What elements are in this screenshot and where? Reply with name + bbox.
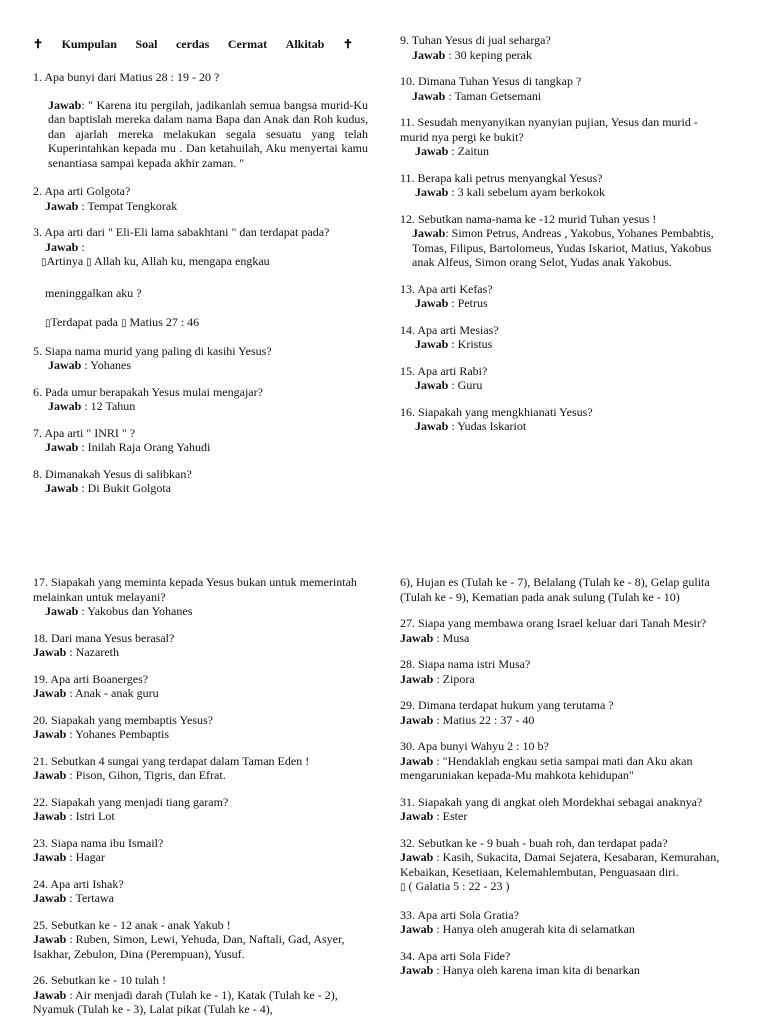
- question-26-continued: [400, 575, 725, 604]
- answer-label: Jawab: [45, 198, 79, 213]
- question-text: 18. Dari mana Yesus berasal?: [33, 630, 175, 645]
- question-text: 6. Pada umur berapakah Yesus mulai mengajar?: [33, 384, 263, 399]
- answer-line: [400, 879, 725, 896]
- question-text: 8. Dimanakah Yesus di salibkan?: [33, 466, 192, 481]
- answer-value: : Di Bukit Golgota: [81, 481, 172, 495]
- question-text: 26. Sebutkan ke - 10 tulah !: [33, 973, 166, 987]
- answer-label: Jawab: [33, 891, 67, 905]
- answer-value: : Hanya oleh karena iman kita di benarkan: [436, 963, 640, 977]
- question-24: [33, 877, 368, 906]
- cross-icon: ✝: [342, 37, 353, 51]
- answer-value: : Kasih, Sukacita, Damai Sejatera, Kesabaran, Kemurahan,: [436, 850, 720, 864]
- answer-value: : Petrus: [451, 296, 488, 310]
- answer-value: : Air menjadi darah (Tulah ke - 1), Katak (Tulah ke - 2), Nyamuk (Tulah ke - 3), Lalat pikat (Tulah ke - 4),: [33, 987, 338, 1016]
- question-29: [400, 698, 725, 727]
- answer-text: [400, 419, 725, 434]
- question-text: 7. Apa arti " INRI " ?: [33, 425, 136, 440]
- answer-label: Jawab: [33, 645, 67, 659]
- question-15: [400, 364, 725, 393]
- answer-label: Jawab: [45, 239, 79, 254]
- answer-text: [33, 768, 368, 783]
- answer-line: meninggalkan aku ?: [45, 285, 142, 300]
- answer-text: [400, 296, 725, 311]
- answer-value: : Tempat Tengkorak: [81, 198, 178, 213]
- question-26: [33, 973, 368, 1017]
- answer-value: : 3 kali sebelum ayam berkokok: [451, 185, 605, 199]
- answer-value: Allah ku, Allah ku, mengapa engkau: [94, 254, 270, 268]
- answer-value: : Inilah Raja Orang Yahudi: [81, 440, 211, 454]
- question-17: [33, 575, 368, 619]
- question-text: 5. Siapa nama murid yang paling di kasihi Yesus?: [33, 343, 272, 358]
- answer-text: [33, 199, 368, 214]
- question-27: [400, 616, 725, 645]
- question-text: 9. Tuhan Yesus di jual seharga?: [400, 33, 551, 47]
- box-glyph-icon: ▯: [86, 257, 92, 268]
- answer-text: [400, 672, 725, 687]
- question-text: 13. Apa arti Kefas?: [400, 281, 493, 296]
- answer-text: [400, 144, 725, 159]
- answer-text: [400, 337, 725, 352]
- question-16: [400, 405, 725, 434]
- answer-label: Jawab: [415, 296, 449, 310]
- question-12: [400, 212, 725, 270]
- question-text: 23. Siapa nama ibu Ismail?: [33, 835, 164, 850]
- question-20: [33, 713, 368, 742]
- answer-text: [400, 850, 725, 865]
- question-9: [400, 33, 725, 62]
- answer-label: Jawab: [400, 753, 434, 768]
- answer-value: Artinya: [46, 254, 84, 268]
- answer-text: [33, 988, 368, 1017]
- question-text: 27. Siapa yang membawa orang Israel keluar dari Tanah Mesir?: [400, 616, 707, 630]
- question-33: [400, 908, 725, 937]
- answer-text: [33, 809, 368, 824]
- answer-text: [33, 604, 368, 619]
- answer-text: [33, 932, 368, 961]
- question-text: 19. Apa arti Boanerges?: [33, 671, 149, 686]
- answer-label: Jawab: [33, 932, 67, 946]
- answer-value: ( Galatia 5 : 22 - 23 ): [408, 879, 510, 893]
- answer-value: : " Karena itu pergilah, jadikanlah semua bangsa murid-Ku dan baptislah mereka dalam nama Bapa dan Anak dan Roh kudus, dan ajarlah mereka melakukan segala sesuatu yang telah Kuperintahkan kepada mu . Dan ketahuilah, Aku menyertai kamu senantiasa sampai kepada akhir zaman. ": [48, 97, 368, 170]
- answer-line: [33, 315, 368, 332]
- answer-label: Jawab: [415, 337, 449, 351]
- answer-line: [33, 254, 368, 271]
- answer-label: Jawab: [400, 850, 434, 864]
- answer-value: : Istri Lot: [69, 809, 115, 823]
- answer-value: : Nazareth: [69, 645, 119, 659]
- question-23: [33, 836, 368, 865]
- answer-value: : Anak - anak guru: [69, 686, 159, 700]
- answer-value: : Simon Petrus, Andreas , Yakobus, Yohanes Pembabtis, Tomas, Filipus, Bartolomeus, Yudas Iskariot, Matius, Yakobus anak Alfeus, Simon orang Selot, Yudas anak Yakobus.: [412, 226, 714, 269]
- question-10: [400, 74, 725, 103]
- question-1: [33, 70, 368, 170]
- question-18: [33, 631, 368, 660]
- answer-label: Jawab: [400, 922, 434, 936]
- answer-continuation: 6), Hujan es (Tulah ke - 7), Belalang (Tulah ke - 8), Gelap gulita (Tulah ke - 9), Kematian pada anak sulung (Tulah ke - 10): [400, 575, 710, 604]
- box-glyph-icon: ▯: [400, 882, 406, 893]
- question-text: 17. Siapakah yang meminta kepada Yesus bukan untuk memerintah melainkan untuk melayani?: [33, 575, 357, 604]
- answer-text: [400, 631, 725, 646]
- answer-value: : Tertawa: [69, 891, 114, 905]
- question-11b: [400, 171, 725, 200]
- question-30: [400, 739, 725, 783]
- answer-text: [400, 89, 725, 104]
- answer-text: [400, 754, 725, 783]
- title-word: Kumpulan: [61, 37, 117, 51]
- top-left-column: [33, 70, 368, 508]
- question-text: 24. Apa arti Ishak?: [33, 876, 124, 891]
- question-14: [400, 323, 725, 352]
- answer-text: [400, 809, 725, 824]
- answer-label: Jawab: [400, 712, 434, 727]
- bottom-left-column: [33, 575, 368, 1029]
- question-text: 11. Berapa kali petrus menyangkal Yesus?: [400, 170, 603, 185]
- question-text: 16. Siapakah yang mengkhianati Yesus?: [400, 404, 593, 419]
- answer-text: [400, 713, 725, 728]
- question-2: [33, 184, 368, 213]
- answer-value: : Yakobus dan Yohanes: [81, 604, 193, 618]
- question-text: 10. Dimana Tuhan Yesus di tangkap ?: [400, 74, 582, 88]
- answer-value: : Ester: [436, 809, 468, 823]
- question-11a: [400, 115, 725, 159]
- question-text: 12. Sebutkan nama-nama ke -12 murid Tuhan yesus !: [400, 211, 657, 226]
- question-25: [33, 918, 368, 962]
- answer-value: : Hanya oleh anugerah kita di selamatkan: [436, 922, 635, 936]
- answer-label: Jawab: [400, 630, 434, 645]
- answer-label: Jawab: [33, 850, 67, 864]
- answer-label: Jawab: [412, 47, 446, 62]
- question-32: [400, 836, 725, 896]
- answer-line: Kebaikan, Kesetiaan, Kelemahlembutan, Penguasaan diri.: [400, 864, 679, 879]
- question-3: [33, 225, 368, 332]
- answer-value: : Matius 22 : 37 - 40: [436, 712, 535, 727]
- question-text: 14. Apa arti Mesias?: [400, 322, 499, 337]
- answer-value: : Yohanes: [84, 358, 132, 372]
- answer-text: [400, 922, 725, 937]
- question-text: 33. Apa arti Sola Gratia?: [400, 907, 519, 922]
- answer-label: Jawab: [33, 987, 67, 1002]
- answer-value: : Yudas Iskariot: [451, 419, 527, 433]
- answer-text: [400, 48, 725, 63]
- answer-value: : Yohanes Pembaptis: [69, 727, 170, 741]
- answer-label: Jawab: [415, 419, 449, 433]
- answer-value: : Zaitun: [451, 144, 490, 158]
- answer-label: Jawab: [415, 185, 449, 199]
- question-5: [33, 344, 368, 373]
- answer-label: Jawab: [415, 378, 449, 392]
- question-21: [33, 754, 368, 783]
- question-13: [400, 282, 725, 311]
- answer-value: : Zipora: [436, 671, 475, 686]
- title-word: Cermat: [227, 37, 268, 51]
- question-text: 30. Apa bunyi Wahyu 2 : 10 b?: [400, 739, 549, 753]
- question-text: 2. Apa arti Golgota?: [33, 184, 131, 198]
- answer-label: Jawab: [412, 88, 446, 103]
- answer-text: [33, 481, 368, 496]
- answer-text: [400, 963, 725, 978]
- question-8: [33, 467, 368, 496]
- answer-value: : 30 keping perak: [448, 47, 532, 62]
- answer-label: Jawab: [400, 671, 434, 686]
- question-6: [33, 385, 368, 414]
- answer-value: : Pison, Gihon, Tigris, dan Efrat.: [69, 768, 226, 782]
- answer-label: Jawab: [48, 97, 82, 112]
- title-word: cerdas: [175, 37, 210, 51]
- answer-text: [33, 686, 368, 701]
- answer-label: Jawab: [45, 440, 79, 454]
- answer-value: : Guru: [451, 378, 483, 392]
- answer-label: Jawab: [33, 809, 67, 823]
- answer-label: Jawab: [45, 604, 79, 618]
- answer-text: [400, 185, 725, 200]
- question-text: 34. Apa arti Sola Fide?: [400, 948, 511, 963]
- answer-text: [33, 891, 368, 906]
- answer-text: [400, 226, 725, 270]
- answer-label: Jawab: [48, 358, 82, 372]
- question-text: 3. Apa arti dari " Eli-Eli lama sabakhtani " dan terdapat pada?: [33, 225, 330, 239]
- answer-text: [33, 358, 368, 373]
- answer-label: Jawab: [400, 809, 434, 823]
- question-34: [400, 949, 725, 978]
- answer-label: Jawab: [45, 481, 79, 495]
- answer-label: Jawab: [412, 226, 446, 240]
- question-text: 1. Apa bunyi dari Matius 28 : 19 - 20 ?: [33, 70, 220, 84]
- answer-value: : Musa: [436, 630, 470, 645]
- question-text: 28. Siapa nama istri Musa?: [400, 657, 531, 671]
- question-text: 20. Siapakah yang membaptis Yesus?: [33, 712, 213, 727]
- answer-text: [33, 399, 368, 414]
- question-text: 22. Siapakah yang menjadi tiang garam?: [33, 794, 229, 809]
- title-word: Soal: [135, 37, 158, 51]
- answer-value: : Taman Getsemani: [448, 88, 542, 103]
- question-7: [33, 426, 368, 455]
- answer-text: [33, 98, 368, 171]
- answer-text: Jawab :: [45, 239, 85, 254]
- question-31: [400, 795, 725, 824]
- answer-label: Jawab: [33, 727, 67, 741]
- question-text: 11. Sesudah menyanyikan nyanyian pujian, Yesus dan murid - murid nya pergi ke bukit?: [400, 115, 698, 144]
- question-text: 32. Sebutkan ke - 9 buah - buah roh, dan terdapat pada?: [400, 835, 668, 850]
- question-text: 15. Apa arti Rabi?: [400, 363, 488, 378]
- answer-value: : "Hendaklah engkau setia sampai mati dan Aku akan mengaruniakan kepada-Mu mahkota kehidupan": [400, 753, 693, 782]
- question-28: [400, 657, 725, 686]
- question-text: 31. Siapakah yang di angkat oleh Mordekhai sebagai anaknya?: [400, 794, 703, 809]
- answer-text: [33, 850, 368, 865]
- question-19: [33, 672, 368, 701]
- document-title: [33, 37, 353, 52]
- answer-text: [33, 440, 368, 455]
- box-glyph-icon: ▯: [41, 257, 47, 268]
- answer-label: Jawab: [400, 963, 434, 977]
- answer-text: [33, 645, 368, 660]
- answer-value: : Ruben, Simon, Lewi, Yehuda, Dan, Naftali, Gad, Asyer, Isakhar, Zebulon, Dina (Perempuan), Yusuf.: [33, 932, 345, 961]
- answer-label: Jawab: [48, 399, 82, 413]
- bottom-right-column: [400, 575, 725, 990]
- box-glyph-icon: ▯: [120, 318, 127, 329]
- question-text: 29. Dimana terdapat hukum yang terutama ?: [400, 698, 614, 712]
- answer-value: : 12 Tahun: [84, 399, 136, 413]
- top-right-column: [400, 33, 725, 446]
- question-text: 25. Sebutkan ke - 12 anak - anak Yakub !: [33, 917, 231, 932]
- answer-label: Jawab: [33, 768, 67, 782]
- question-22: [33, 795, 368, 824]
- answer-value: Matius 27 : 46: [129, 315, 200, 329]
- answer-label: Jawab: [415, 144, 449, 158]
- box-glyph-icon: ▯: [45, 318, 51, 329]
- answer-text: [400, 378, 725, 393]
- answer-text: [33, 727, 368, 742]
- title-word: Alkitab: [285, 37, 325, 51]
- cross-icon: ✝: [33, 37, 44, 51]
- answer-value: : Kristus: [451, 337, 493, 351]
- answer-value: : Hagar: [69, 850, 105, 864]
- question-text: 21. Sebutkan 4 sungai yang terdapat dalam Taman Eden !: [33, 753, 310, 768]
- answer-value: Terdapat pada: [50, 315, 118, 329]
- answer-label: Jawab: [33, 686, 67, 700]
